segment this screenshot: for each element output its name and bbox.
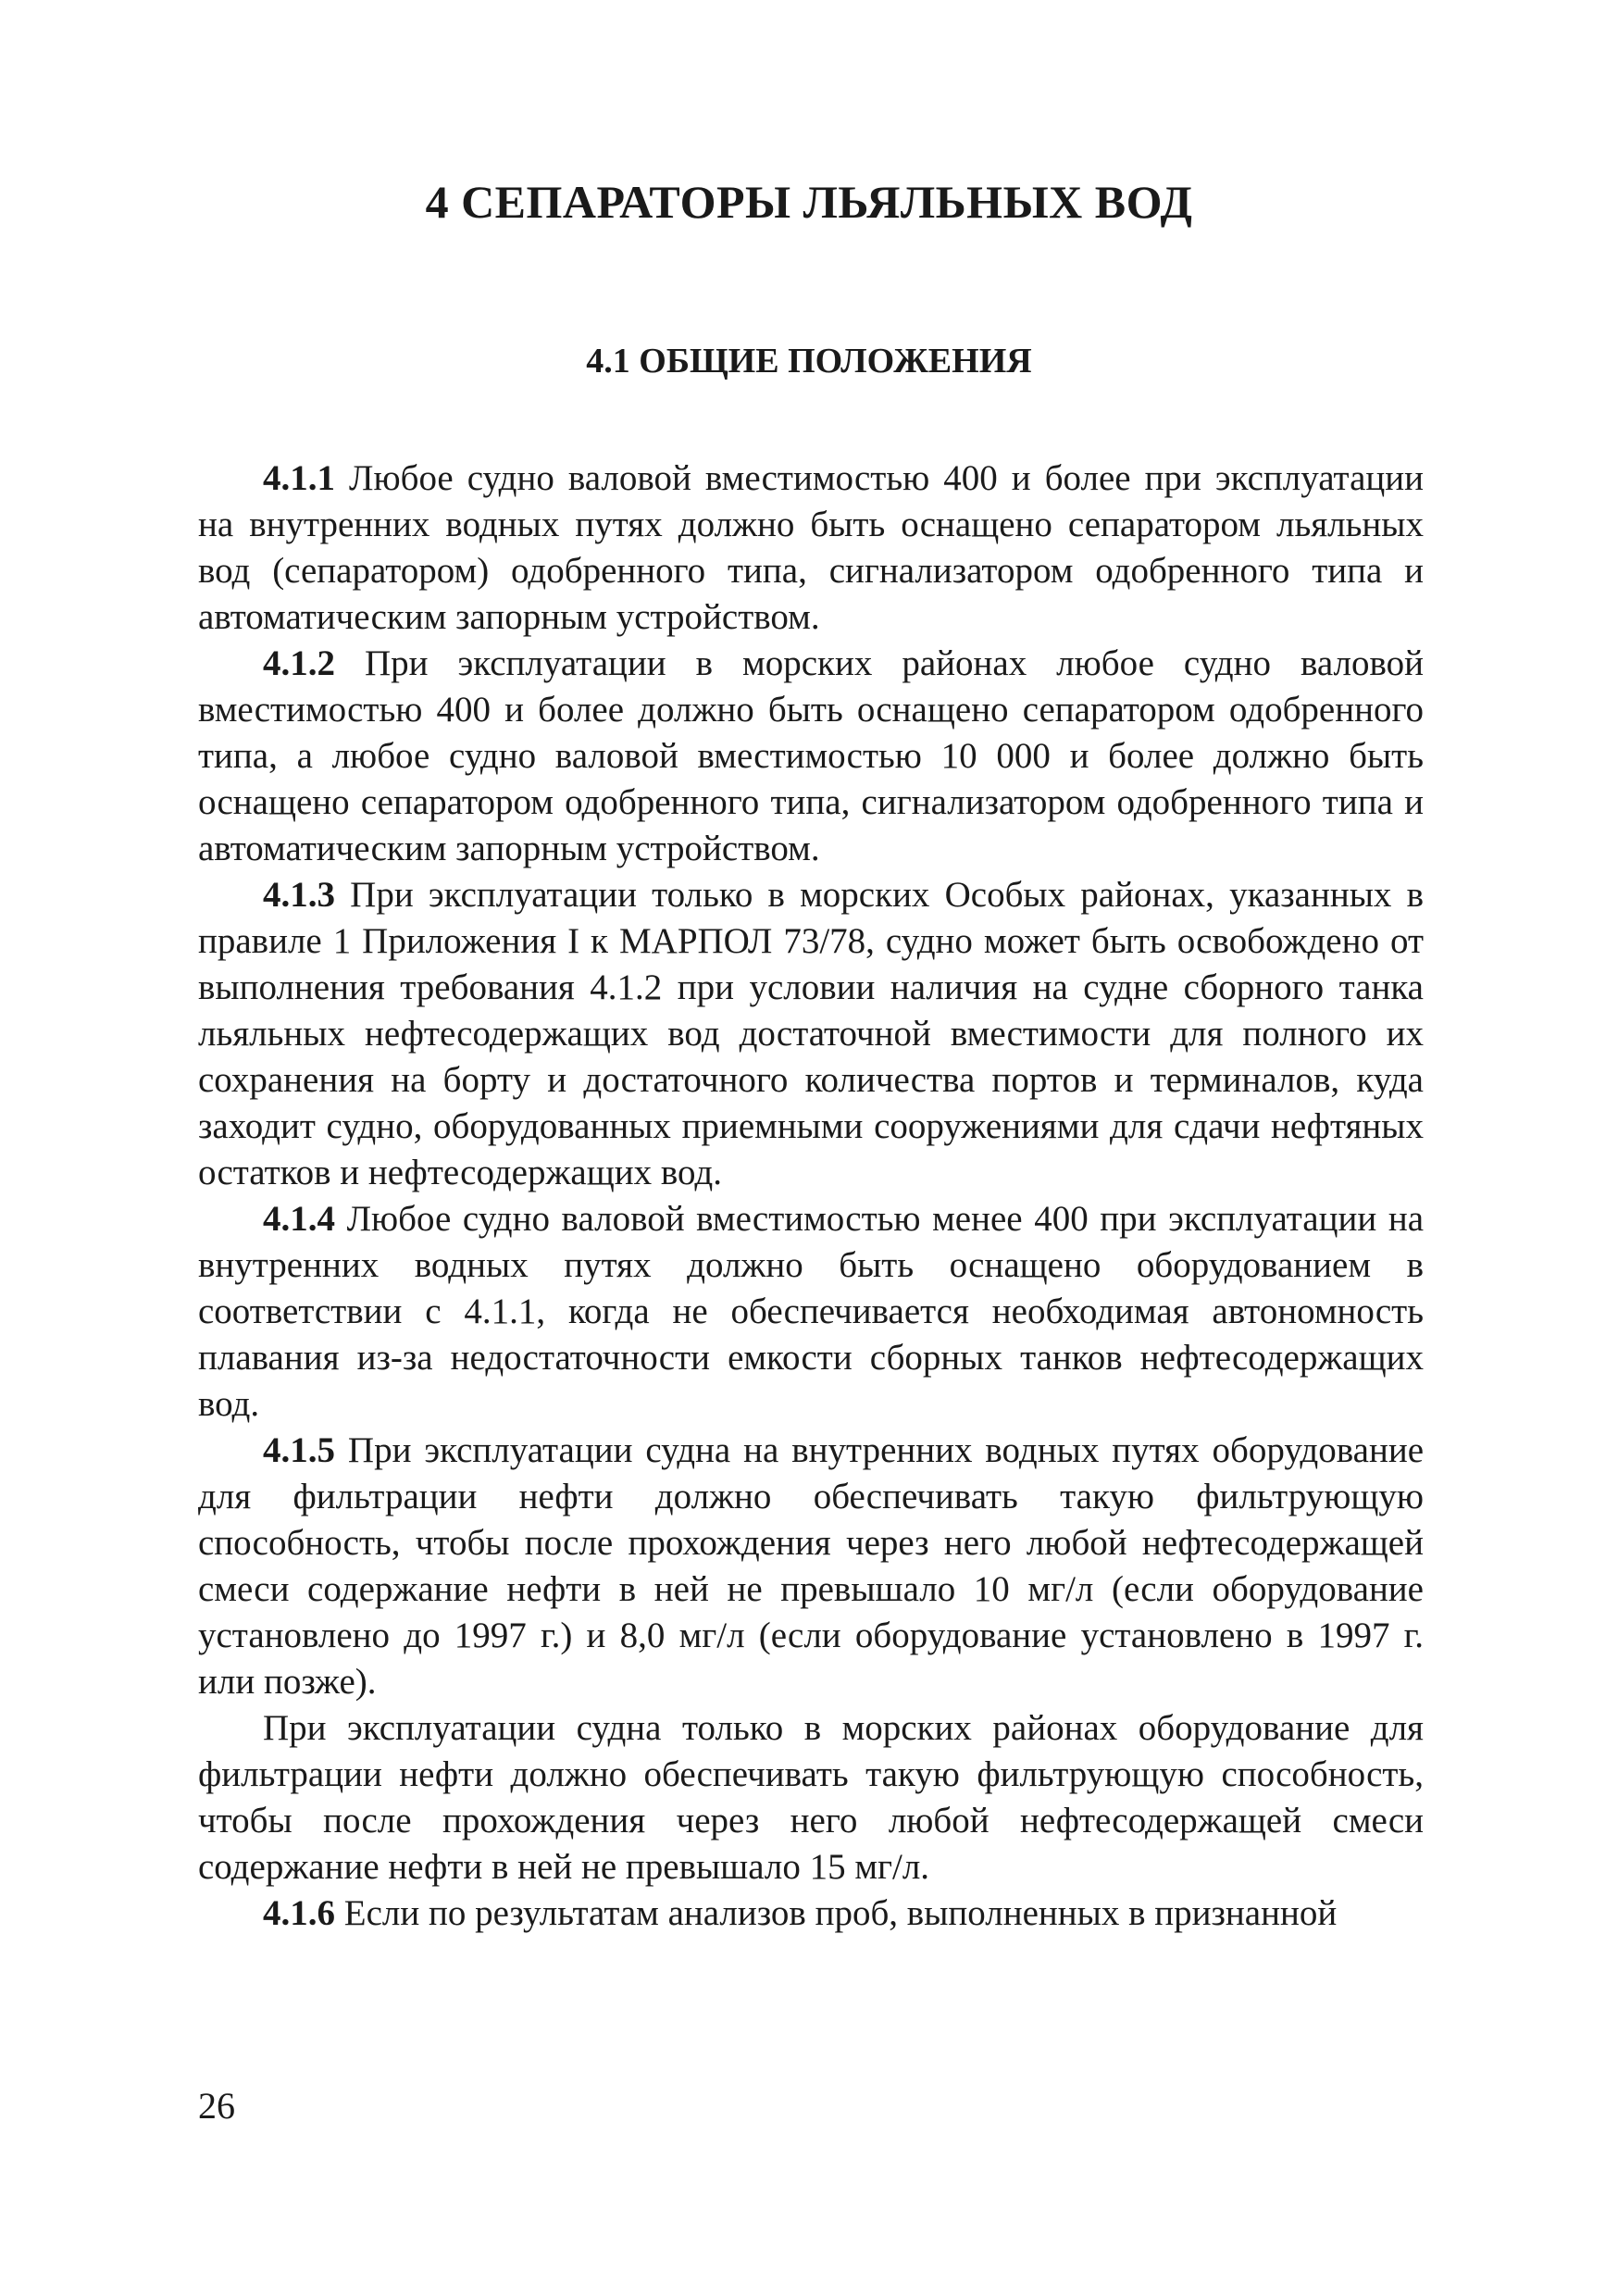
chapter-title: 4 СЕПАРАТОРЫ ЛЬЯЛЬНЫХ ВОД	[425, 176, 1193, 228]
paragraph-number: 4.1.4	[263, 1199, 335, 1239]
paragraph-text: При эксплуатации судна только в морских районах оборудование для фильтрации нефти должно обеспечивать такую фильтрующую способность, чтобы после прохождения через него любой нефтесодержащей смеси содержание нефти в ней не превышало 15 мг/л.	[198, 1708, 1424, 1887]
paragraph-4-1-4	[198, 1196, 1424, 1428]
paragraph-4-1-5	[198, 1428, 1424, 1705]
paragraph-text: При эксплуатации только в морских Особых районах, указанных в правиле 1 Приложения I к МАРПОЛ 73/78, судно может быть освобождено от выполнения требования 4.1.2 при условии наличия на судне сборного танка льяльных нефтесодержащих вод достаточной вместимости для полного их сохранения на борту и достаточного количества портов и терминалов, куда заходит судно, оборудованных приемными сооружениями для сдачи нефтяных остатков и нефтесодержащих вод.	[198, 875, 1424, 1192]
paragraph-number: 4.1.2	[263, 643, 335, 683]
paragraph-4-1-3	[198, 872, 1424, 1196]
page-number: 26	[198, 2085, 235, 2127]
paragraph-4-1-6	[198, 1890, 1424, 1937]
paragraph-text: При эксплуатации судна на внутренних водных путях оборудование для фильтрации нефти должно обеспечивать такую фильтрующую способность, чтобы после прохождения через него любой нефтесодержащей смеси содержание нефти в ней не превышало 10 мг/л (если оборудование установлено до 1997 г.) и 8,0 мг/л (если оборудование установлено в 1997 г. или позже).	[198, 1430, 1424, 1702]
paragraph-text: Любое судно валовой вместимостью 400 и более при эксплуатации на внутренних водных путях должно быть оснащено сепаратором льяльных вод (сепаратором) одобренного типа, сигнализатором одобренного типа и автоматическим запорным устройством.	[198, 458, 1424, 637]
paragraph-4-1-2	[198, 641, 1424, 872]
paragraph-text: Любое судно валовой вместимостью менее 400 при эксплуатации на внутренних водных путях должно быть оснащено оборудованием в соответствии с 4.1.1, когда не обеспечивается необходимая автономность плавания из-за недостаточности емкости сборных танков нефтесодержащих вод.	[198, 1199, 1424, 1424]
paragraph-text: При эксплуатации в морских районах любое судно валовой вместимостью 400 и более должно быть оснащено сепаратором одобренного типа, а любое судно валовой вместимостью 10 000 и более должно быть оснащено сепаратором одобренного типа, сигнализатором одобренного типа и автоматическим запорным устройством.	[198, 643, 1424, 868]
paragraph-4-1-5-continued	[198, 1705, 1424, 1890]
paragraph-number: 4.1.5	[263, 1430, 335, 1470]
paragraph-text: Если по результатам анализов проб, выполненных в признанной	[335, 1893, 1338, 1933]
paragraph-number: 4.1.6	[263, 1893, 335, 1933]
section-title: 4.1 ОБЩИЕ ПОЛОЖЕНИЯ	[586, 342, 1032, 381]
paragraph-4-1-1	[198, 455, 1424, 641]
body-text	[198, 455, 1424, 1937]
paragraph-number: 4.1.3	[263, 875, 335, 915]
paragraph-number: 4.1.1	[263, 458, 335, 498]
